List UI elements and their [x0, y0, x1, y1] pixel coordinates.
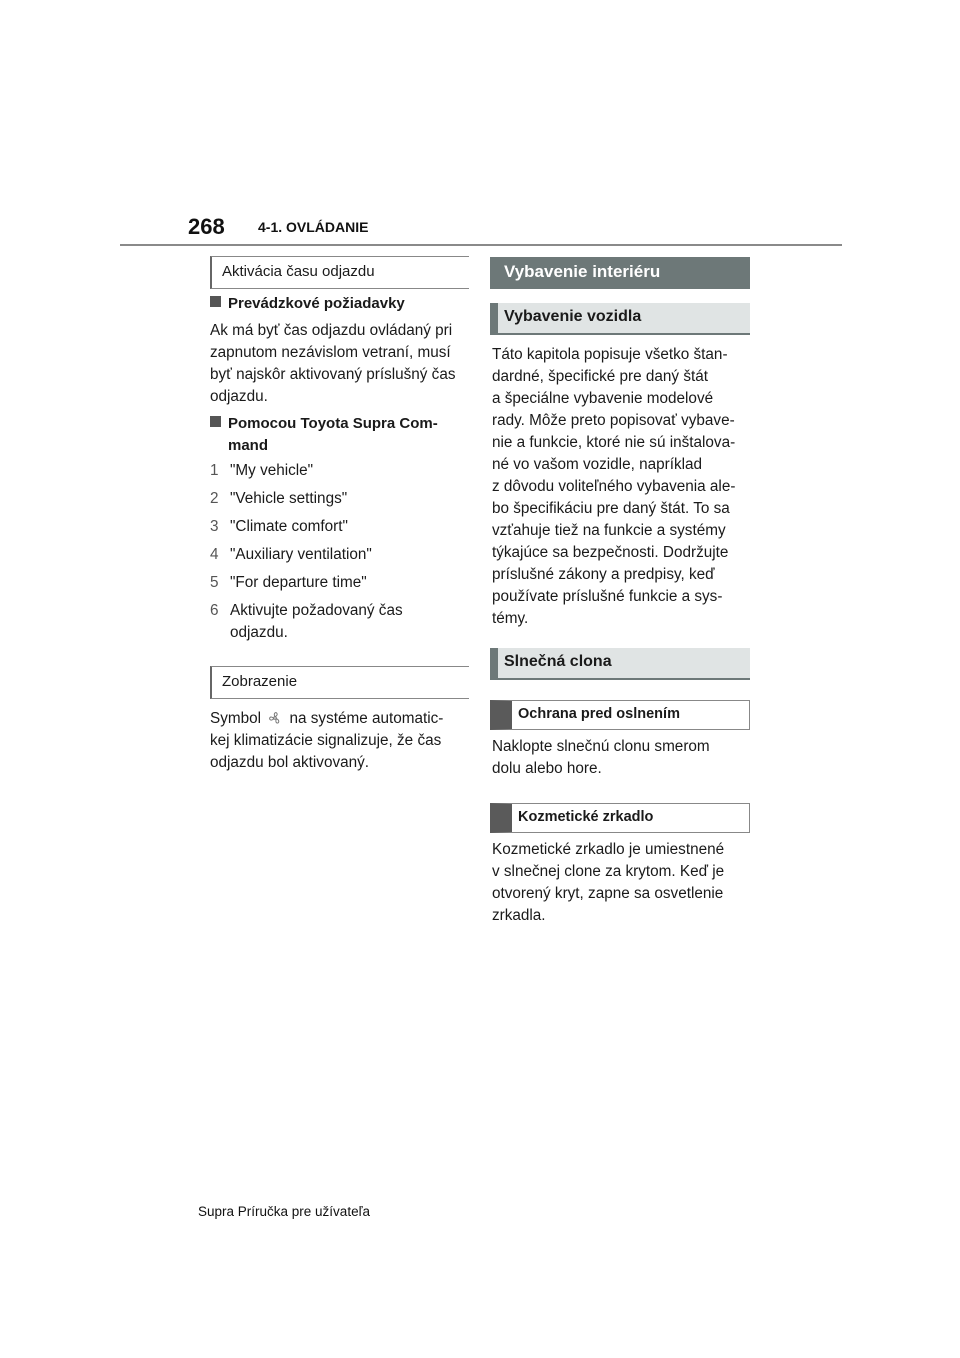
- subsection-heading-vehicle-equipment: Vybavenie vozidla: [490, 303, 750, 335]
- text-line: v slnečnej clone za krytom. Keď je: [492, 863, 725, 880]
- list-item: [210, 544, 470, 572]
- bullet-heading-text: Prevádzkové požiadavky: [228, 295, 405, 312]
- text-fragment: Symbol: [210, 710, 262, 727]
- bullet-heading-text: mand: [228, 437, 269, 454]
- text-line: nie a funkcie, ktoré nie sú inštalova-: [492, 434, 736, 451]
- bullet-square-icon: [210, 296, 221, 307]
- text-line: zapnutom nezávislom vetraní, musí: [210, 344, 451, 361]
- text-line: Kozmetické zrkadlo je umiestnené: [492, 841, 725, 858]
- text-line: rady. Môže preto popisovať vybave-: [492, 412, 735, 429]
- step-number: 6: [210, 602, 219, 619]
- text-line: otvorený kryt, zapne sa osvetlenie: [492, 885, 724, 902]
- list-item: [210, 488, 470, 516]
- box-heading-glare-protection: Ochrana pred oslnením: [490, 700, 750, 730]
- mirror-paragraph: [492, 839, 752, 927]
- list-item: [210, 516, 470, 544]
- display-paragraph: [210, 708, 470, 774]
- step-number: 2: [210, 490, 219, 507]
- text-line: odjazdu.: [210, 388, 268, 405]
- section-title: 4-1. OVLÁDANIE: [258, 219, 369, 235]
- text-line: a špeciálne vybavenie modelové: [492, 390, 714, 407]
- step-number: 4: [210, 546, 219, 563]
- list-item: [210, 572, 470, 600]
- bullet-heading-via-command: [210, 413, 470, 457]
- glare-paragraph: [492, 736, 752, 780]
- list-item: [210, 460, 470, 488]
- text-line: príslušné zákony a predpisy, keď: [492, 566, 715, 583]
- box-heading-vanity-mirror: Kozmetické zrkadlo: [490, 803, 750, 833]
- text-line: Táto kapitola popisuje všetko štan-: [492, 346, 728, 363]
- text-line: kej klimatizácie signalizuje, že čas: [210, 732, 442, 749]
- step-number: 3: [210, 518, 219, 535]
- box-heading-display: Zobrazenie: [210, 666, 469, 699]
- equipment-paragraph: [492, 344, 752, 630]
- step-text: "Vehicle settings": [230, 490, 348, 507]
- list-item: [210, 600, 470, 644]
- text-line: odjazdu bol aktivovaný.: [210, 754, 370, 771]
- step-text: "Climate comfort": [230, 518, 348, 535]
- text-line: používate príslušné funkcie a sys-: [492, 588, 723, 605]
- text-fragment: na systéme automatic-: [289, 710, 444, 727]
- text-line: zrkadla.: [492, 907, 546, 924]
- subsection-heading-sun-visor: Slnečná clona: [490, 648, 750, 680]
- steps-list: [210, 460, 470, 644]
- step-text: Aktivujte požadovaný čas odjazdu.: [230, 602, 403, 641]
- text-line: byť najskôr aktivovaný príslušný čas: [210, 366, 456, 383]
- step-number: 1: [210, 462, 219, 479]
- fan-icon: [268, 711, 282, 725]
- step-text: "My vehicle": [230, 462, 314, 479]
- text-line: Naklopte slnečnú clonu smerom: [492, 738, 710, 755]
- text-line: dardné, špecifické pre daný štát: [492, 368, 708, 385]
- step-text: "For departure time": [230, 574, 367, 591]
- box-heading-departure-time: Aktivácia času odjazdu: [210, 256, 469, 289]
- page-number: 268: [188, 214, 225, 239]
- text-line: [210, 708, 470, 730]
- step-number: 5: [210, 574, 219, 591]
- text-line: né vo vašom vozidle, napríklad: [492, 456, 703, 473]
- step-text: "Auxiliary ventilation": [230, 546, 372, 563]
- text-line: vzťahuje tiež na funkcie a systémy: [492, 522, 726, 539]
- bullet-square-icon: [210, 416, 221, 427]
- text-line: témy.: [492, 610, 529, 627]
- chapter-banner: Vybavenie interiéru: [490, 257, 750, 289]
- text-line: dolu alebo hore.: [492, 760, 602, 777]
- bullet-heading-text: Pomocou Toyota Supra Com-: [228, 415, 438, 432]
- text-line: týkajúce sa bezpečnosti. Dodržujte: [492, 544, 729, 561]
- bullet-heading-requirements: [210, 293, 470, 315]
- header-rule: [120, 244, 842, 246]
- text-line: z dôvodu voliteľného vybavenia ale-: [492, 478, 736, 495]
- requirements-paragraph: [210, 320, 470, 408]
- text-line: Ak má byť čas odjazdu ovládaný pri: [210, 322, 453, 339]
- page-footer: Supra Príručka pre užívateľa: [198, 1204, 371, 1219]
- text-line: bo špecifikáciu pre daný štát. To sa: [492, 500, 730, 517]
